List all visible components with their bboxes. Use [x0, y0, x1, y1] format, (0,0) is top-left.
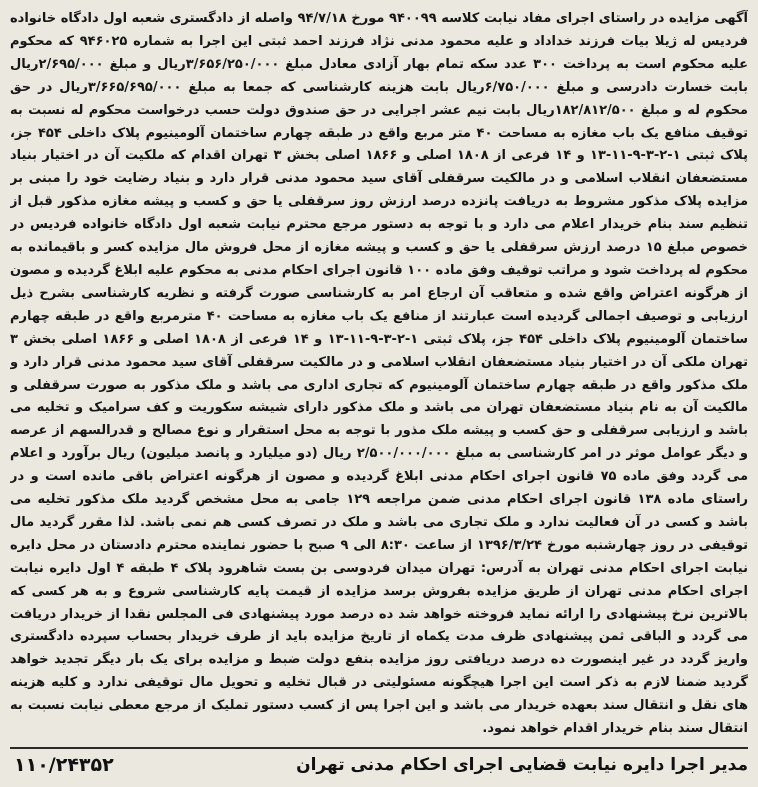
auction-notice-text: آگهی مزایده در راستای اجرای مفاد نیابت کلاسه ۹۴۰۰۹۹ مورخ ۹۴/۷/۱۸ واصله از دادگستری شعبه اول دادگاه خانواده فردیس له ژیلا بیات فرزند خداداد و علیه محمود مدنی نژاد فرزند احمد ثبتی این اجرا به شماره ۹۴۶۰۲۵ که محکوم علیه محکوم است به پرداخت ۳۰۰ عدد سکه تمام بهار آزادی معادل مبلغ ۳/۶۵۶/۲۵۰/۰۰۰ریال و مبلغ ۲/۶۹۵/۰۰۰ریال بابت خسارت دادرسی و مبلغ ۶/۷۵۰/۰۰۰ریال بابت هزینه کارشناسی که جمعا به مبلغ ۳/۶۶۵/۶۹۵/۰۰۰ریال در حق محکوم له و مبلغ ۱۸۲/۸۱۲/۵۰۰ریال بابت نیم عشر اجرایی در حق صندوق دولت حسب درخواست محکوم له نسبت به توقیف منافع یک باب مغازه به مساحت ۴۰ متر مربع واقع در طبقه چهارم ساختمان آلومینیوم پلاک داخلی ۴۵۴ جز، پلاک ثبتی ۱-۲-۳-۹-۱۱-۱۳ و ۱۴ فرعی از ۱۸۰۸ اصلی و ۱۸۶۶ اصلی بخش ۳ تهران اقدام که ملکیت آن در اختیار بنیاد مستضعفان انقلاب اسلامی و در مالکیت سرقفلی آقای سید محمود مدنی قرار دارد و بنیاد رضایت خود را مبنی بر مزایده پلاک مذکور مشروط به دریافت پانزده درصد ارزش روز سرقفلی یا حق و کسب و پیشه مغازه مذکور قبل از تنظیم سند بنام خریدار اعلام می دارد و با توجه به دستور مرجع محترم نیابت شعبه اول دادگاه خانواده فردیس در خصوص مبلغ ۱۵ درصد ارزش سرقفلی یا حق و کسب و پیشه مغازه از محل فروش مال مزایده کسر و باقیمانده به محکوم له پرداخت شود و مراتب توقیف وفق ماده ۱۰۰ قانون اجرای احکام مدنی به محکوم علیه ابلاغ گردیده و مصون از هرگونه اعتراض واقع شده و متعاقب آن ارجاع امر به کارشناسی صورت گرفته و نظریه کارشناسی بشرح ذیل ارزیابی و توصیف اجمالی گردیده است عبارتند از منافع یک باب مغازه به مساحت ۴۰ مترمربع واقع در طبقه چهارم ساختمان آلومینیوم پلاک داخلی ۴۵۴ جز، پلاک ثبتی ۱-۲-۳-۹-۱۱-۱۳ و ۱۴ فرعی از ۱۸۰۸ اصلی و ۱۸۶۶ اصلی بخش ۳ تهران ملکی آن در اختیار بنیاد مستضعفان انقلاب اسلامی و در مالکیت سرقفلی آقای سید محمود مدنی قرار دارد و ملک مذکور واقع در طبقه چهارم ساختمان آلومینیوم که تجاری اداری می باشد و ملک مذکور به صورت سرقفلی و مالکیت آن به نام بنیاد مستضعفان تهران می باشد و ملک مذکور دارای شیشه سکوریت و کف سرامیک و تخلیه می باشد و ارزیابی سرقفلی و حق کسب و پیشه ملک مذور با توجه به محل استقرار و نوع مصالح و قدرالسهم از عرصه و دیگر عوامل موثر در امر کارشناسی به مبلغ ۲/۵۰۰/۰۰۰/۰۰۰ ریال (دو میلیارد و پانصد میلیون) ریال برآورد و اعلام می گردد وفق ماده ۷۵ قانون اجرای احکام مدنی ابلاغ گردیده و مصون از هرگونه اعتراض باقی مانده است و در راستای ماده ۱۳۸ قانون اجرای احکام مدنی ضمن مراجعه ۱۲۹ جامی به محل مشخص گردید ملک مذکور تخلیه می باشد و کسی در آن فعالیت ندارد و ملک تجاری می باشد و ملک در تصرف کسی هم نمی باشد. لذا مقرر گردید مال توقیفی در روز چهارشنبه مورخ ۱۳۹۶/۳/۲۴ از ساعت ۸:۳۰ الی ۹ صبح با حضور نماینده محترم دادستان در محل دایره نیابت اجرای احکام مدنی تهران به آدرس: تهران میدان فردوسی بن بست شاهرود پلاک ۴ طبقه ۴ اول دایره نیابت اجرای احکام مدنی تهران از طریق مزایده بفروش برسد مزایده از قیمت پایه کارشناسی شروع و به هر کسی که بالاترین نرخ پیشنهادی را ارائه نماید فروخته خواهد شد ده درصد مورد پیشنهادی فی المجلس نقدا از خریدار دریافت می گردد و الباقی ثمن پیشنهادی ظرف مدت یکماه از تاریخ مزایده باید از طرف خریدار بحساب سپرده دادگستری واریز گردد در غیر اینصورت ده درصد دریافتی روز مزایده بنفع دولت ضبط و مزایده برای یک بار دیگر تجدید خواهد گردید ضمنا لازم به ذکر است این اجرا هیچگونه مسئولیتی در قبال تخلیه و تحویل مال توقیفی ندارد و کلیه هزینه های نقل و انتقال سند بعهده خریدار می باشد و این اجرا پس از کسب دستور تملیک از مرجع معطی نیابت نسبت به انتقال سند بنام خریدار اقدام خواهد نمود.	[10, 11, 748, 737]
notice-footer	[10, 747, 748, 781]
notice-reference-number: ۱۱۰/۲۴۳۵۲	[14, 754, 114, 776]
issuer-signature-line: مدیر اجرا دایره نیابت قضایی اجرای احکام مدنی تهران	[296, 755, 748, 775]
